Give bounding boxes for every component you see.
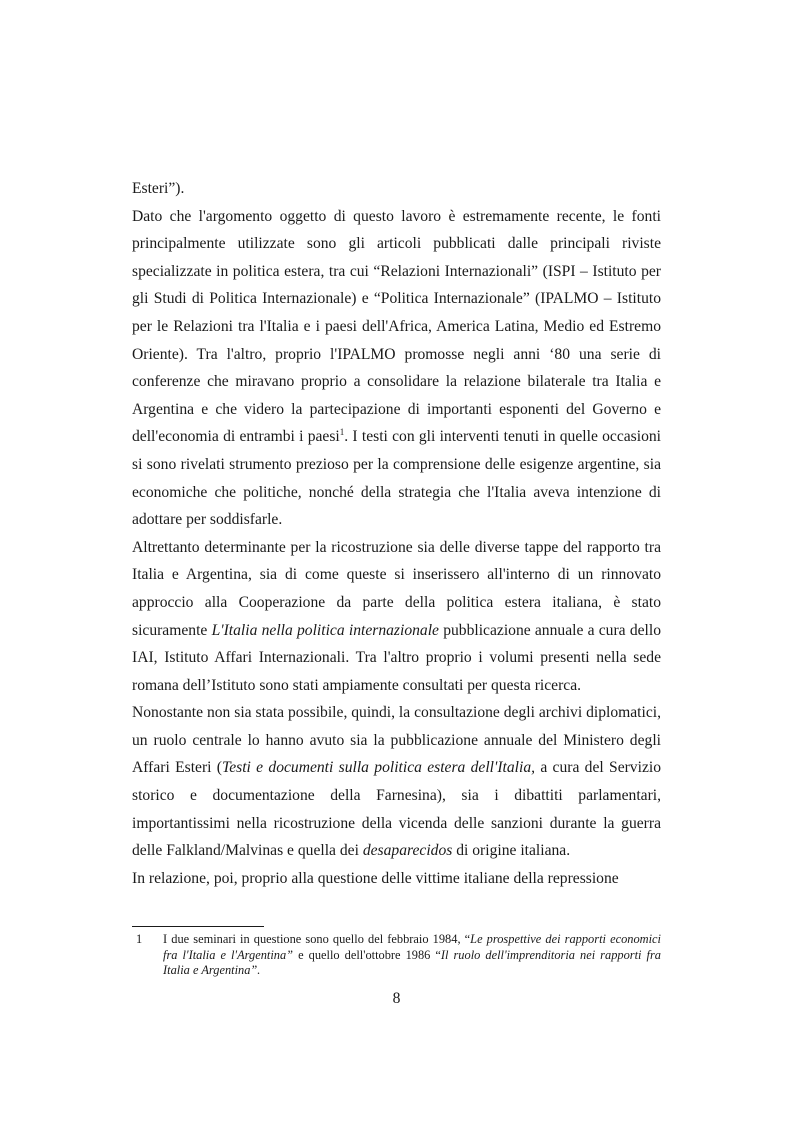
footnote xyxy=(132,932,661,979)
page-number: 8 xyxy=(392,990,401,1007)
paragraph-text: In relazione, poi, proprio alla questione delle vittime italiane della repressione xyxy=(132,869,619,887)
paragraph-text: Altrettanto determinante per la ricostruzione sia delle diverse tappe del rapporto tra Italia e Argentina, sia di come queste si inserissero all'interno di un rinnovato approccio alla Cooperazione da parte della politica estera italiana, è stato sicuramente xyxy=(132,538,661,639)
paragraph-text: . I testi con gli interventi tenuti in quelle occasioni si sono rivelati strumento prezioso per la comprensione delle esigenze argentine, sia economiche che politiche, nonché della strategia che l'Italia aveva intenzione di adottare per soddisfarle. xyxy=(132,428,662,529)
seminar-title: Le prospettive dei rapporti economici fra l'Italia e l'Argentina” xyxy=(163,932,661,962)
footnote-text-part: I due seminari in questione sono quello del febbraio 1984, “ xyxy=(163,932,471,946)
paragraph-text: Nonostante non sia stata possibile, quindi, la consultazione degli archivi diplomatici, un ruolo centrale lo hanno avuto sia la pubblicazione annuale del Ministero degli Affari Esteri ( xyxy=(132,704,661,777)
footnote-text xyxy=(163,932,661,979)
paragraph-text: Esteri”). xyxy=(132,180,185,197)
paragraph-sources xyxy=(132,203,661,534)
seminar-title: Il ruolo dell'imprenditoria nei rapporti fra Italia e Argentina”. xyxy=(163,947,661,977)
footnote-reference[interactable]: 1 xyxy=(339,427,345,438)
paragraph-repression xyxy=(132,865,661,893)
paragraph-text: pubblicazione annuale a cura dello IAI, Istituto Affari Internazionali. Tra l'altro proprio i volumi presenti nella sede romana dell’Istituto sono stati ampiamente consultati per questa ricerca. xyxy=(132,621,661,694)
paragraph-continuation xyxy=(132,175,661,203)
paragraph-archives xyxy=(132,699,661,865)
footnote-divider xyxy=(132,926,264,927)
publication-title: Testi e documenti sulla politica estera dell'Italia, xyxy=(221,759,536,777)
paragraph-text: Dato che l'argomento oggetto di questo lavoro è estremamente recente, le fonti principalmente utilizzate sono gli articoli pubblicati dalle principali riviste specializzate in politica estera, tra cui “Relazioni Internazionali” (ISPI – Istituto per gli Studi di Politica Internazionale) e “Politica Internazionale” (IPALMO – Istituto per le Relazioni tra l'Italia e i paesi dell'Africa, America Latina, Medio ed Estremo Oriente). Tra l'altro, proprio l'IPALMO promosse negli anni ‘80 una serie di conferenze che miravano proprio a consolidare la relazione bilaterale tra Italia e Argentina e che videro la partecipazione di importanti esponenti del Governo e dell'economia di entrambi i paesi xyxy=(132,207,661,446)
publication-title: L'Italia nella politica internazionale xyxy=(211,621,439,639)
footnote-text-part: e quello dell'ottobre 1986 “ xyxy=(293,947,441,962)
italic-term: desaparecidos xyxy=(362,842,453,860)
body-text xyxy=(132,175,661,892)
paragraph-text: di origine italiana. xyxy=(452,842,571,860)
footnote-number: 1 xyxy=(136,932,143,946)
paragraph-iai xyxy=(132,534,661,700)
paragraph-text: a cura del Servizio storico e documentazione della Farnesina), sia i dibattiti parlamentari, importantissimi nella ricostruzione della vicenda delle sanzioni durante la guerra delle Falkland/Malvinas e quella dei xyxy=(132,759,661,860)
